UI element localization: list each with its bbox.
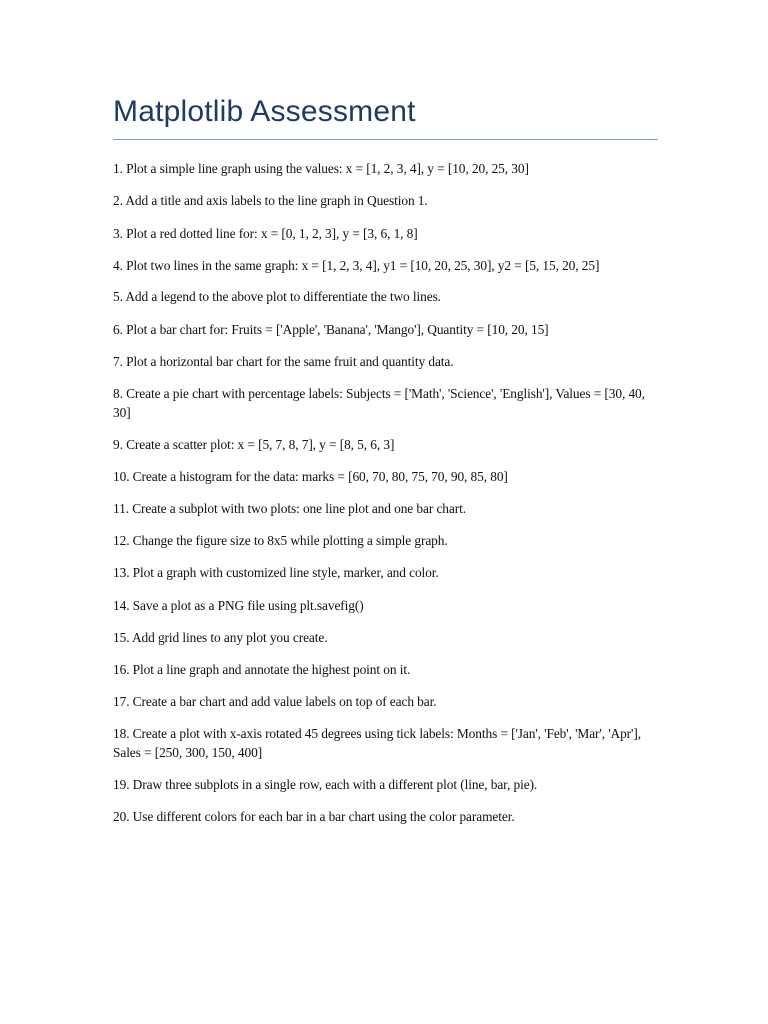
question-1: 1. Plot a simple line graph using the values: x = [1, 2, 3, 4], y = [10, 20, 25, 30] <box>113 161 529 176</box>
question-7: 7. Plot a horizontal bar chart for the same fruit and quantity data. <box>113 354 454 369</box>
question-2: 2. Add a title and axis labels to the line graph in Question 1. <box>113 193 428 208</box>
question-15: 15. Add grid lines to any plot you create. <box>113 630 328 645</box>
question-11: 11. Create a subplot with two plots: one line plot and one bar chart. <box>113 501 466 516</box>
question-8: 8. Create a pie chart with percentage labels: Subjects = ['Math', 'Science', 'English'], Values = [30, 40, 30] <box>113 386 645 420</box>
question-6: 6. Plot a bar chart for: Fruits = ['Apple', 'Banana', 'Mango'], Quantity = [10, 20, 15] <box>113 322 549 337</box>
question-17: 17. Create a bar chart and add value labels on top of each bar. <box>113 694 437 709</box>
question-16: 16. Plot a line graph and annotate the highest point on it. <box>113 662 411 677</box>
document-title: Matplotlib Assessment <box>113 95 416 128</box>
question-19: 19. Draw three subplots in a single row, each with a different plot (line, bar, pie). <box>113 777 538 792</box>
question-20: 20. Use different colors for each bar in a bar chart using the color parameter. <box>113 809 515 824</box>
question-3: 3. Plot a red dotted line for: x = [0, 1, 2, 3], y = [3, 6, 1, 8] <box>113 226 418 241</box>
question-10: 10. Create a histogram for the data: marks = [60, 70, 80, 75, 70, 90, 85, 80] <box>113 469 508 484</box>
question-12: 12. Change the figure size to 8x5 while plotting a simple graph. <box>113 533 448 548</box>
question-14: 14. Save a plot as a PNG file using plt.savefig() <box>113 598 364 613</box>
title-underline <box>113 139 658 140</box>
question-9: 9. Create a scatter plot: x = [5, 7, 8, 7], y = [8, 5, 6, 3] <box>113 437 395 452</box>
question-18: 18. Create a plot with x-axis rotated 45 degrees using tick labels: Months = ['Jan', 'Feb', 'Mar', 'Apr'], Sales = [250, 300, 150, 400] <box>113 726 641 760</box>
question-4: 4. Plot two lines in the same graph: x = [1, 2, 3, 4], y1 = [10, 20, 25, 30], y2 = [5, 15, 20, 25] <box>113 258 600 273</box>
question-13: 13. Plot a graph with customized line style, marker, and color. <box>113 565 439 580</box>
question-5: 5. Add a legend to the above plot to differentiate the two lines. <box>113 289 441 304</box>
